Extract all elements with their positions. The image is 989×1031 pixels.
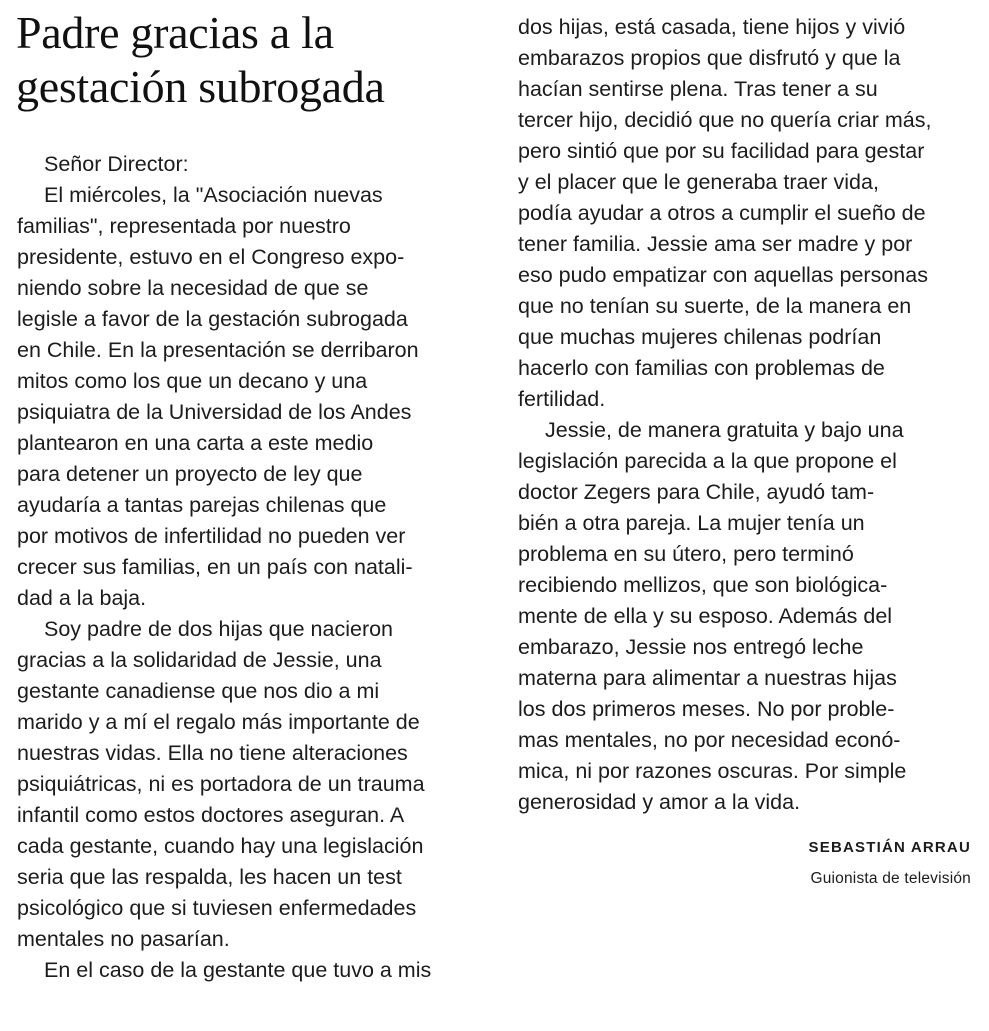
letter-line: y el placer que le generaba traer vida,: [518, 170, 879, 194]
letter-line: infantil como estos doctores aseguran. A: [17, 803, 405, 827]
letter-line: pero sintió que por su facilidad para gestar: [518, 139, 925, 163]
letter-line: presidente, estuvo en el Congreso expo-: [17, 245, 405, 269]
letter-line: bién a otra pareja. La mujer tenía un: [518, 511, 865, 535]
letter-line: psiquiátricas, ni es portadora de un trauma: [17, 772, 425, 796]
letter-line: mente de ella y su esposo. Además del: [518, 604, 893, 628]
letter-line: Soy padre de dos hijas que nacieron: [44, 617, 394, 641]
letter-line: gestante canadiense que nos dio a mi: [17, 679, 380, 703]
letter-line: mentales no pasarían.: [17, 927, 230, 951]
letter-line: seria que las respalda, les hacen un test: [17, 865, 402, 889]
letter-line: plantearon en una carta a este medio: [17, 431, 374, 455]
letter-line: familias", representada por nuestro: [17, 214, 351, 238]
letter-line: legisle a favor de la gestación subrogada: [17, 307, 408, 331]
letter-line: legislación parecida a la que propone el: [518, 449, 897, 473]
letter-line: que muchas mujeres chilenas podrían: [518, 325, 882, 349]
letter-line: psicológico que si tuviesen enfermedades: [17, 896, 417, 920]
letter-line: psiquiatra de la Universidad de los Andes: [17, 400, 412, 424]
letter-line: generosidad y amor a la vida.: [518, 790, 801, 814]
letter-line: materna para alimentar a nuestras hijas: [518, 666, 897, 690]
letter-line: para detener un proyecto de ley que: [17, 462, 363, 486]
letter-line: mitos como los que un decano y una: [17, 369, 368, 393]
letter-line: Jessie, de manera gratuita y bajo una: [545, 418, 904, 442]
letter-line: hacerlo con familias con problemas de: [518, 356, 885, 380]
letter-line: ayudaría a tantas parejas chilenas que: [17, 493, 387, 517]
letter-line: dad a la baja.: [17, 586, 147, 610]
letter-line: embarazo, Jessie nos entregó leche: [518, 635, 864, 659]
letter-line: gracias a la solidaridad de Jessie, una: [17, 648, 382, 672]
letter-line: doctor Zegers para Chile, ayudó tam-: [518, 480, 875, 504]
letter-line: problema en su útero, pero terminó: [518, 542, 854, 566]
letter-line: Señor Director:: [44, 152, 189, 176]
letter-line: en Chile. En la presentación se derribaron: [17, 338, 419, 362]
signature-role: Guionista de televisión: [810, 870, 971, 887]
letter-line: eso pudo empatizar con aquellas personas: [518, 263, 928, 287]
letter-line: recibiendo mellizos, que son biológica-: [518, 573, 888, 597]
title-line: Padre gracias a la: [16, 7, 334, 58]
letter-line: En el caso de la gestante que tuvo a mis: [44, 958, 432, 982]
letter-line: mica, ni por razones oscuras. Por simple: [518, 759, 907, 783]
letter-line: El miércoles, la "Asociación nuevas: [44, 183, 383, 207]
letter-line: embarazos propios que disfrutó y que la: [518, 46, 901, 70]
letter-line: nuestras vidas. Ella no tiene alteraciones: [17, 741, 408, 765]
letter-line: por motivos de infertilidad no pueden ver: [17, 524, 406, 548]
letter-line: fertilidad.: [518, 387, 606, 411]
letter-line: que no tenían su suerte, de la manera en: [518, 294, 912, 318]
letter-line: crecer sus familias, en un país con natali-: [17, 555, 413, 579]
article-title: [16, 6, 486, 114]
letter-line: marido y a mí el regalo más importante de: [17, 710, 420, 734]
letter-line: hacían sentirse plena. Tras tener a su: [518, 77, 878, 101]
letter-line: niendo sobre la necesidad de que se: [17, 276, 369, 300]
letter-line: tercer hijo, decidió que no quería criar más,: [518, 108, 932, 132]
letter-line: mas mentales, no por necesidad econó-: [518, 728, 901, 752]
letter-line: tener familia. Jessie ama ser madre y por: [518, 232, 913, 256]
letter-line: los dos primeros meses. No por proble-: [518, 697, 895, 721]
letter-left-column: [17, 149, 469, 986]
signature-name: SEBASTIÁN ARRAU: [808, 839, 971, 856]
letter-line: podía ayudar a otros a cumplir el sueño de: [518, 201, 926, 225]
letter-line: dos hijas, está casada, tiene hijos y vivió: [518, 15, 906, 39]
letter-right-column: [518, 12, 973, 818]
letter-line: cada gestante, cuando hay una legislación: [17, 834, 424, 858]
title-line: gestación subrogada: [16, 61, 385, 112]
